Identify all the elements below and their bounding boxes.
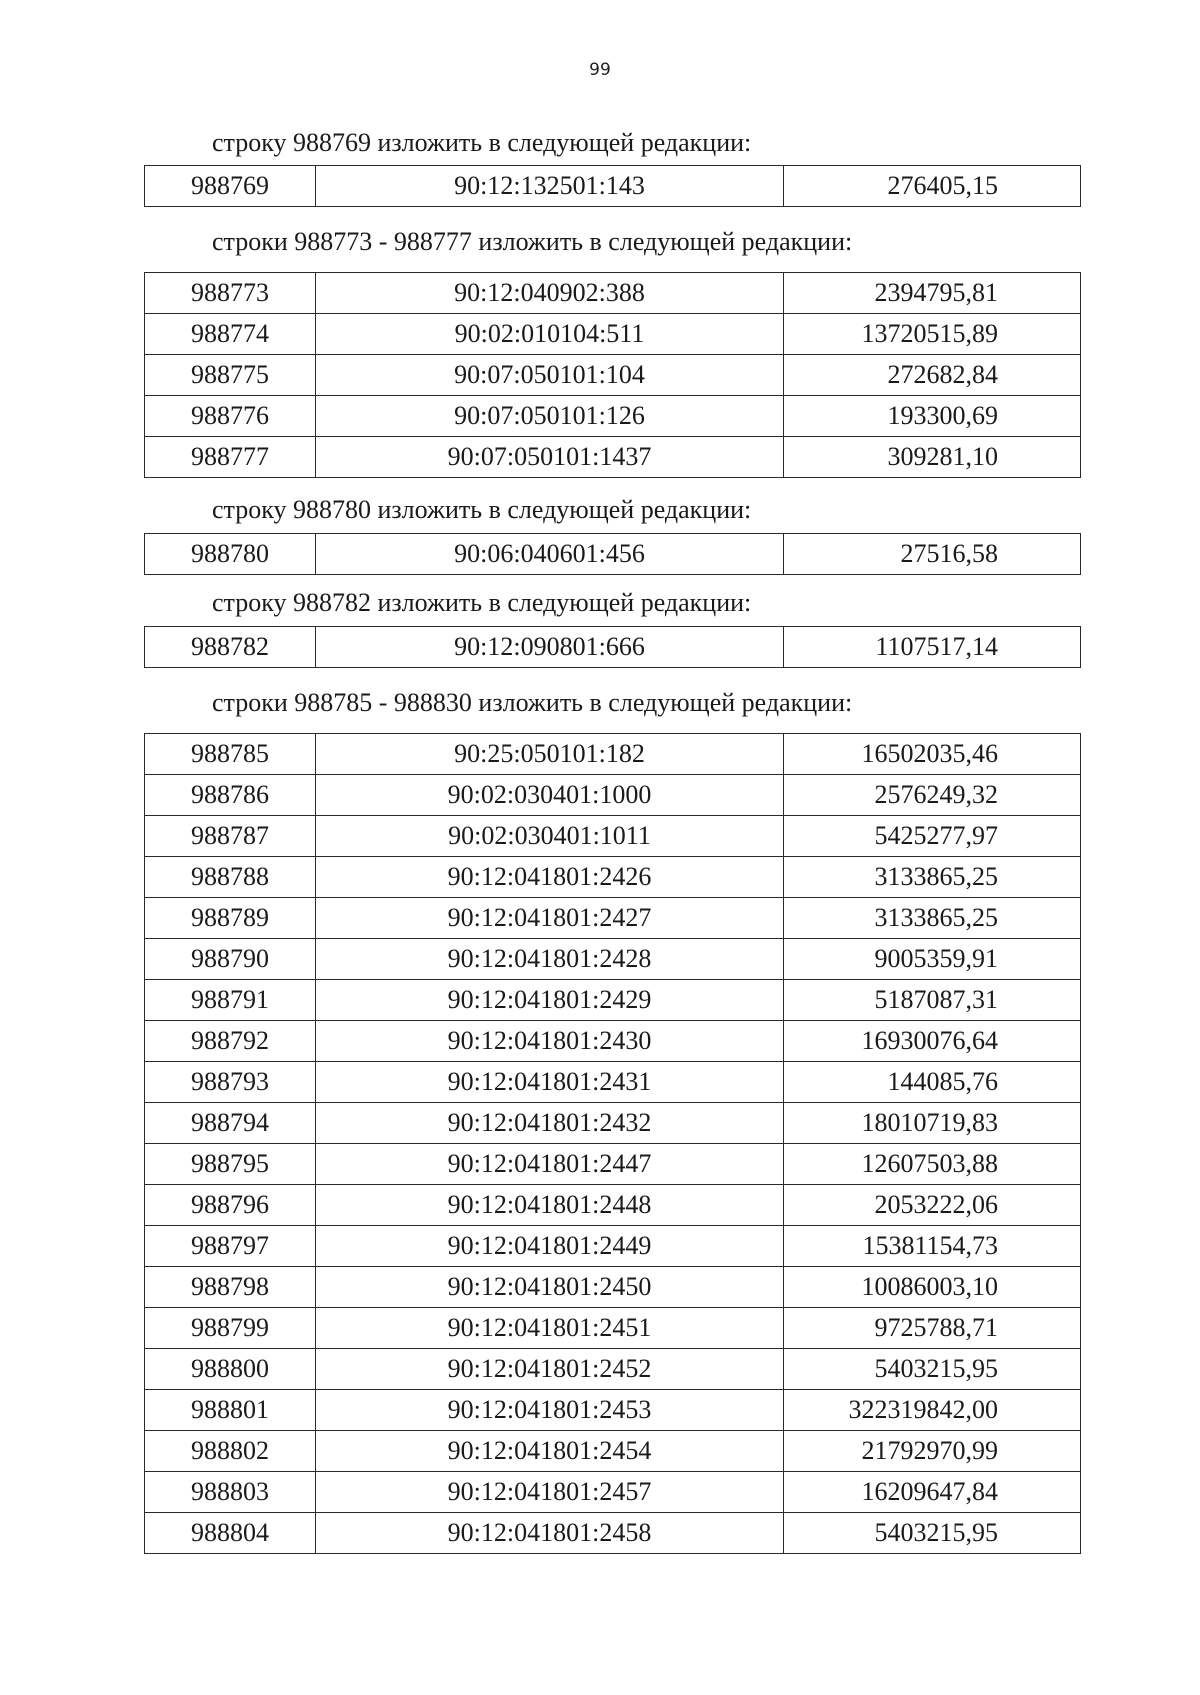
table-row — [145, 1144, 1081, 1185]
row-number-cell: 988794 — [145, 1103, 316, 1144]
table-row — [145, 1226, 1081, 1267]
cadastral-number-cell: 90:12:041801:2431 — [316, 1062, 784, 1103]
row-number-cell: 988802 — [145, 1431, 316, 1472]
table-row — [145, 1349, 1081, 1390]
cadastral-number-cell: 90:12:041801:2426 — [316, 857, 784, 898]
table-row — [145, 273, 1081, 314]
value-cell: 276405,15 — [784, 166, 1081, 207]
table-row — [145, 1021, 1081, 1062]
section-title: строку 988780 изложить в следующей редакции: — [212, 495, 752, 524]
row-number-cell: 988791 — [145, 980, 316, 1021]
value-cell: 5403215,95 — [784, 1513, 1081, 1554]
table-row — [145, 816, 1081, 857]
data-table — [144, 533, 1081, 575]
value-cell: 2576249,32 — [784, 775, 1081, 816]
cadastral-number-cell: 90:07:050101:126 — [316, 396, 784, 437]
section-title: строку 988769 изложить в следующей редакции: — [212, 128, 752, 157]
value-cell: 15381154,73 — [784, 1226, 1081, 1267]
row-number-cell: 988800 — [145, 1349, 316, 1390]
cadastral-number-cell: 90:06:040601:456 — [316, 534, 784, 575]
value-cell: 1107517,14 — [784, 627, 1081, 668]
row-number-cell: 988769 — [145, 166, 316, 207]
cadastral-number-cell: 90:02:010104:511 — [316, 314, 784, 355]
row-number-cell: 988796 — [145, 1185, 316, 1226]
cadastral-number-cell: 90:12:041801:2429 — [316, 980, 784, 1021]
value-cell: 9725788,71 — [784, 1308, 1081, 1349]
row-number-cell: 988798 — [145, 1267, 316, 1308]
cadastral-number-cell: 90:12:041801:2450 — [316, 1267, 784, 1308]
table-row — [145, 314, 1081, 355]
cadastral-number-cell: 90:12:041801:2430 — [316, 1021, 784, 1062]
value-cell: 9005359,91 — [784, 939, 1081, 980]
table-row — [145, 1062, 1081, 1103]
cadastral-number-cell: 90:12:041801:2428 — [316, 939, 784, 980]
row-number-cell: 988775 — [145, 355, 316, 396]
data-table — [144, 165, 1081, 207]
table-row — [145, 437, 1081, 478]
table-row — [145, 166, 1081, 207]
value-cell: 2394795,81 — [784, 273, 1081, 314]
cadastral-number-cell: 90:12:041801:2427 — [316, 898, 784, 939]
row-number-cell: 988793 — [145, 1062, 316, 1103]
cadastral-number-cell: 90:12:041801:2454 — [316, 1431, 784, 1472]
data-table — [144, 272, 1081, 478]
row-number-cell: 988777 — [145, 437, 316, 478]
cadastral-number-cell: 90:12:041801:2452 — [316, 1349, 784, 1390]
table-row — [145, 355, 1081, 396]
value-cell: 144085,76 — [784, 1062, 1081, 1103]
row-number-cell: 988803 — [145, 1472, 316, 1513]
row-number-cell: 988786 — [145, 775, 316, 816]
table-row — [145, 396, 1081, 437]
table-row — [145, 857, 1081, 898]
value-cell: 13720515,89 — [784, 314, 1081, 355]
cadastral-number-cell: 90:12:041801:2447 — [316, 1144, 784, 1185]
value-cell: 21792970,99 — [784, 1431, 1081, 1472]
page-number: 99 — [589, 60, 611, 80]
row-number-cell: 988792 — [145, 1021, 316, 1062]
value-cell: 193300,69 — [784, 396, 1081, 437]
value-cell: 322319842,00 — [784, 1390, 1081, 1431]
cadastral-number-cell: 90:12:041801:2432 — [316, 1103, 784, 1144]
table-row — [145, 1390, 1081, 1431]
value-cell: 16930076,64 — [784, 1021, 1081, 1062]
cadastral-number-cell: 90:12:041801:2449 — [316, 1226, 784, 1267]
table-row — [145, 734, 1081, 775]
cadastral-number-cell: 90:12:041801:2448 — [316, 1185, 784, 1226]
value-cell: 16502035,46 — [784, 734, 1081, 775]
table-row — [145, 1513, 1081, 1554]
row-number-cell: 988795 — [145, 1144, 316, 1185]
row-number-cell: 988787 — [145, 816, 316, 857]
cadastral-number-cell: 90:12:041801:2451 — [316, 1308, 784, 1349]
section-title: строку 988782 изложить в следующей редакции: — [212, 588, 752, 617]
row-number-cell: 988788 — [145, 857, 316, 898]
value-cell: 2053222,06 — [784, 1185, 1081, 1226]
row-number-cell: 988774 — [145, 314, 316, 355]
table-row — [145, 980, 1081, 1021]
row-number-cell: 988801 — [145, 1390, 316, 1431]
cadastral-number-cell: 90:25:050101:182 — [316, 734, 784, 775]
data-table — [144, 626, 1081, 668]
cadastral-number-cell: 90:07:050101:104 — [316, 355, 784, 396]
row-number-cell: 988797 — [145, 1226, 316, 1267]
cadastral-number-cell: 90:12:132501:143 — [316, 166, 784, 207]
value-cell: 3133865,25 — [784, 898, 1081, 939]
table-row — [145, 1472, 1081, 1513]
value-cell: 16209647,84 — [784, 1472, 1081, 1513]
table-row — [145, 1185, 1081, 1226]
row-number-cell: 988804 — [145, 1513, 316, 1554]
row-number-cell: 988773 — [145, 273, 316, 314]
value-cell: 10086003,10 — [784, 1267, 1081, 1308]
row-number-cell: 988780 — [145, 534, 316, 575]
row-number-cell: 988785 — [145, 734, 316, 775]
section-title: строки 988785 - 988830 изложить в следующей редакции: — [212, 688, 853, 717]
cadastral-number-cell: 90:12:040902:388 — [316, 273, 784, 314]
table-row — [145, 1308, 1081, 1349]
table-row — [145, 627, 1081, 668]
value-cell: 5425277,97 — [784, 816, 1081, 857]
value-cell: 5403215,95 — [784, 1349, 1081, 1390]
cadastral-number-cell: 90:07:050101:1437 — [316, 437, 784, 478]
row-number-cell: 988799 — [145, 1308, 316, 1349]
row-number-cell: 988789 — [145, 898, 316, 939]
value-cell: 27516,58 — [784, 534, 1081, 575]
cadastral-number-cell: 90:02:030401:1011 — [316, 816, 784, 857]
data-table — [144, 733, 1081, 1554]
table-row — [145, 1431, 1081, 1472]
row-number-cell: 988790 — [145, 939, 316, 980]
table-row — [145, 534, 1081, 575]
table-row — [145, 775, 1081, 816]
cadastral-number-cell: 90:12:041801:2457 — [316, 1472, 784, 1513]
cadastral-number-cell: 90:02:030401:1000 — [316, 775, 784, 816]
table-row — [145, 1103, 1081, 1144]
value-cell: 3133865,25 — [784, 857, 1081, 898]
cadastral-number-cell: 90:12:041801:2458 — [316, 1513, 784, 1554]
row-number-cell: 988782 — [145, 627, 316, 668]
value-cell: 18010719,83 — [784, 1103, 1081, 1144]
table-row — [145, 898, 1081, 939]
section-title: строки 988773 - 988777 изложить в следующей редакции: — [212, 227, 853, 256]
table-row — [145, 1267, 1081, 1308]
cadastral-number-cell: 90:12:041801:2453 — [316, 1390, 784, 1431]
value-cell: 309281,10 — [784, 437, 1081, 478]
value-cell: 5187087,31 — [784, 980, 1081, 1021]
cadastral-number-cell: 90:12:090801:666 — [316, 627, 784, 668]
value-cell: 272682,84 — [784, 355, 1081, 396]
table-row — [145, 939, 1081, 980]
row-number-cell: 988776 — [145, 396, 316, 437]
value-cell: 12607503,88 — [784, 1144, 1081, 1185]
